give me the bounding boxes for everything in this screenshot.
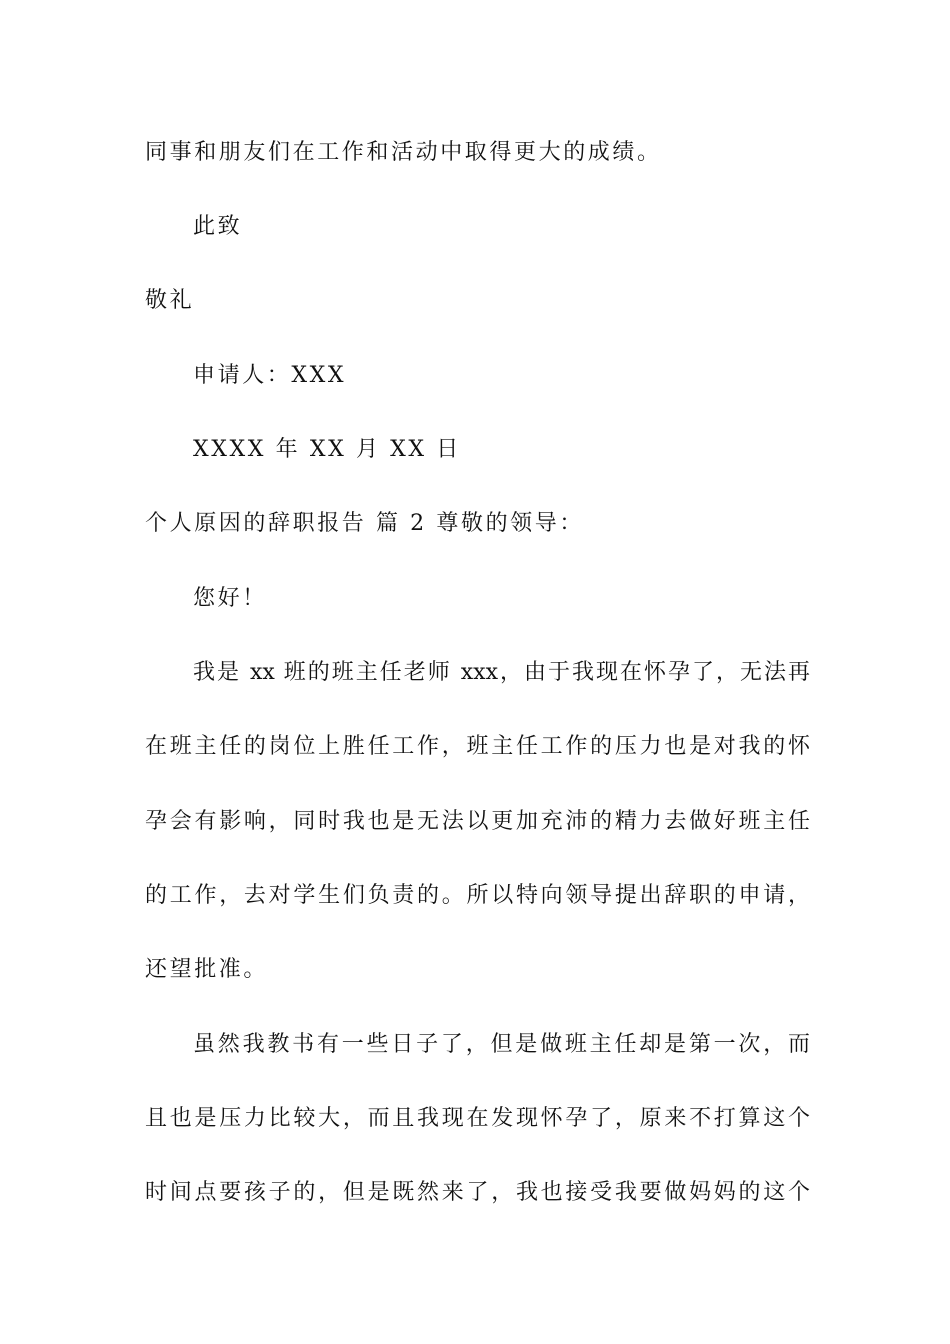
body-paragraph-line: 虽然我教书有一些日子了，但是做班主任却是第一次，而 [193, 1032, 810, 1057]
body-paragraph-line: 的工作，去对学生们负责的。所以特向领导提出辞职的申请， [145, 883, 810, 908]
salutation-jingli: 敬礼 [145, 288, 195, 313]
applicant-signature: 申请人：XXX [193, 363, 347, 388]
body-paragraph-line: 且也是压力比较大，而且我现在发现怀孕了，原来不打算这个 [145, 1106, 810, 1131]
date-line: XXXX 年 XX 月 XX 日 [193, 437, 461, 462]
greeting: 您好！ [193, 586, 267, 611]
body-paragraph-line: 还望批准。 [145, 957, 269, 982]
section-heading: 个人原因的辞职报告 篇 2 尊敬的领导： [145, 511, 584, 536]
body-paragraph-line: 我是 xx 班的班主任老师 xxx，由于我现在怀孕了，无法再 [193, 660, 810, 685]
body-paragraph-line: 孕会有影响，同时我也是无法以更加充沛的精力去做好班主任 [145, 809, 810, 834]
body-paragraph-line: 时间点要孩子的，但是既然来了，我也接受我要做妈妈的这个 [145, 1180, 810, 1205]
salutation-cizhi: 此致 [193, 214, 243, 239]
body-paragraph-line: 在班主任的岗位上胜任工作，班主任工作的压力也是对我的怀 [145, 734, 810, 759]
paragraph-closing-line: 同事和朋友们在工作和活动中取得更大的成绩。 [145, 140, 662, 165]
